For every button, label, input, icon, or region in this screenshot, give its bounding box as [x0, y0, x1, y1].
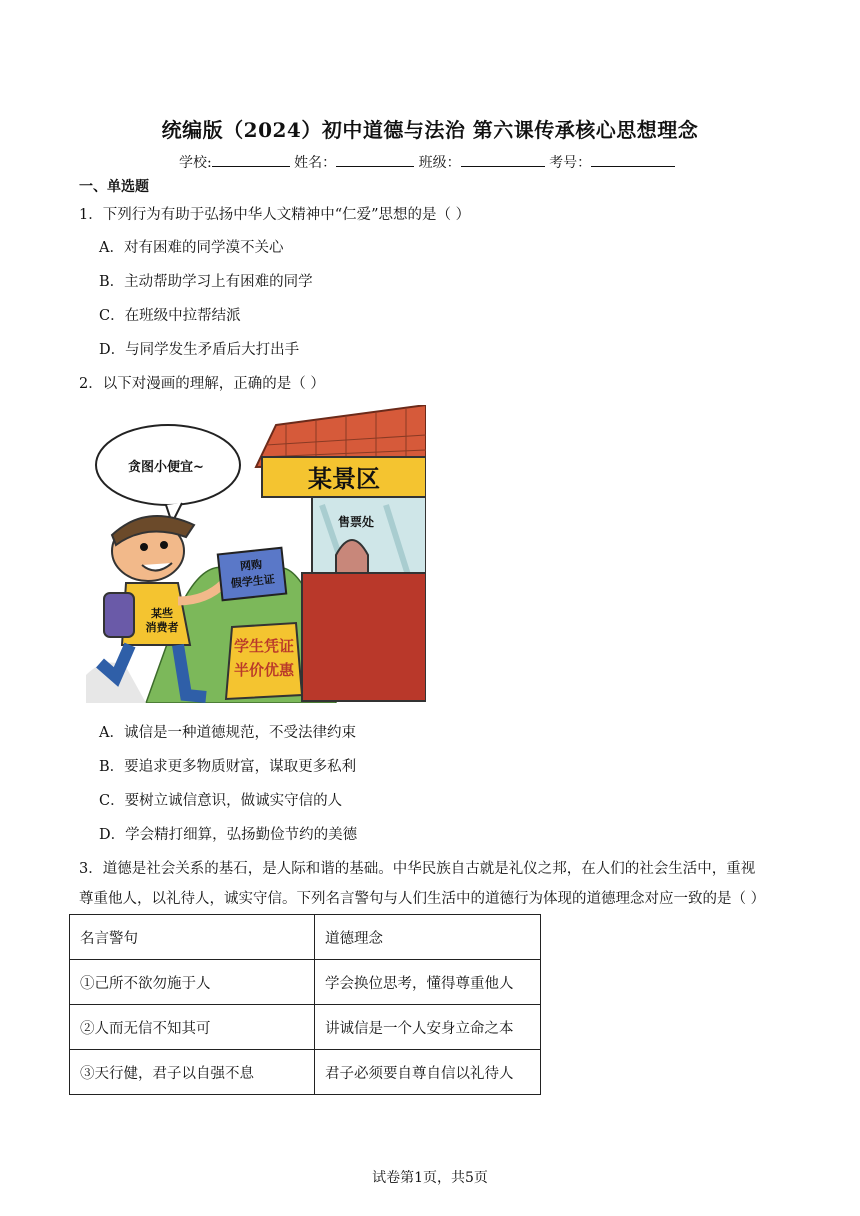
table-row — [70, 1005, 541, 1050]
table-cell: 君子必须要自尊自信以礼待人 — [315, 1050, 541, 1095]
table-cell: ③天行健，君子以自强不息 — [70, 1050, 315, 1095]
scenic-area-sign-text: 某景区 — [308, 465, 380, 493]
school-label: 学校: — [179, 155, 212, 171]
discount-board-line2: 半价优惠 — [233, 661, 295, 679]
question-1-option-c[interactable]: C．在班级中拉帮结派 — [99, 308, 241, 324]
discount-board-line1: 学生凭证 — [233, 637, 295, 655]
maxims-table — [69, 914, 541, 1095]
table-header-cell: 道德理念 — [315, 915, 541, 960]
question-3-stem-line1: 3．道德是社会关系的基石，是人际和谐的基础。中华民族自古就是礼仪之邦，在人们的社会生活中，重视 — [79, 861, 756, 877]
name-blank[interactable] — [336, 152, 414, 167]
fake-card-text-line1: 网购 — [239, 557, 263, 574]
question-1-option-d[interactable]: D．与同学发生矛盾后大打出手 — [99, 342, 300, 358]
exam-number-label: 考号： — [549, 155, 592, 171]
consumer-label-line1: 某些 — [151, 607, 173, 620]
page-footer: 试卷第1页，共5页 — [372, 1170, 488, 1186]
comic-illustration — [86, 405, 426, 703]
question-1-stem: 1．下列行为有助于弘扬中华人文精神中“仁爱”思想的是（ ） — [79, 207, 471, 223]
table-cell: 学会换位思考，懂得尊重他人 — [315, 960, 541, 1005]
question-1-option-b[interactable]: B．主动帮助学习上有困难的同学 — [99, 274, 313, 290]
exam-number-blank[interactable] — [591, 152, 675, 167]
question-2-option-a[interactable]: A．诚信是一种道德规范，不受法律约束 — [99, 725, 356, 741]
question-2-option-b[interactable]: B．要追求更多物质财富，谋取更多私利 — [99, 759, 357, 775]
speech-bubble-text: 贪图小便宜~ — [128, 460, 204, 475]
table-cell: ①己所不欲勿施于人 — [70, 960, 315, 1005]
question-3-stem-line2: 尊重他人，以礼待人，诚实守信。下列名言警句与人们生活中的道德行为体现的道德理念对应一致的是（ ） — [79, 891, 766, 907]
question-1-option-a[interactable]: A．对有困难的同学漠不关心 — [99, 240, 284, 256]
name-label: 姓名： — [294, 155, 337, 171]
table-header-cell: 名言警句 — [70, 915, 315, 960]
question-2-option-c[interactable]: C．要树立诚信意识，做诚实守信的人 — [99, 793, 343, 809]
student-info-line — [179, 152, 675, 172]
table-row — [70, 1050, 541, 1095]
table-header-row — [70, 915, 541, 960]
exam-title: 统编版（2024）初中道德与法治 第六课传承核心思想理念 — [161, 118, 699, 142]
table-cell: ②人而无信不知其可 — [70, 1005, 315, 1050]
section-heading: 一、单选题 — [79, 179, 149, 195]
table-cell: 讲诚信是一个人安身立命之本 — [315, 1005, 541, 1050]
class-label: 班级： — [418, 155, 461, 171]
school-blank[interactable] — [212, 152, 290, 167]
fake-card-text-line2: 假学生证 — [230, 572, 276, 591]
consumer-label-line2: 消费者 — [145, 621, 179, 634]
question-2-option-d[interactable]: D．学会精打细算，弘扬勤俭节约的美德 — [99, 827, 358, 843]
question-2-stem: 2．以下对漫画的理解，正确的是（ ） — [79, 376, 325, 392]
class-blank[interactable] — [461, 152, 545, 167]
table-row — [70, 960, 541, 1005]
ticket-office-text: 售票处 — [337, 515, 375, 529]
